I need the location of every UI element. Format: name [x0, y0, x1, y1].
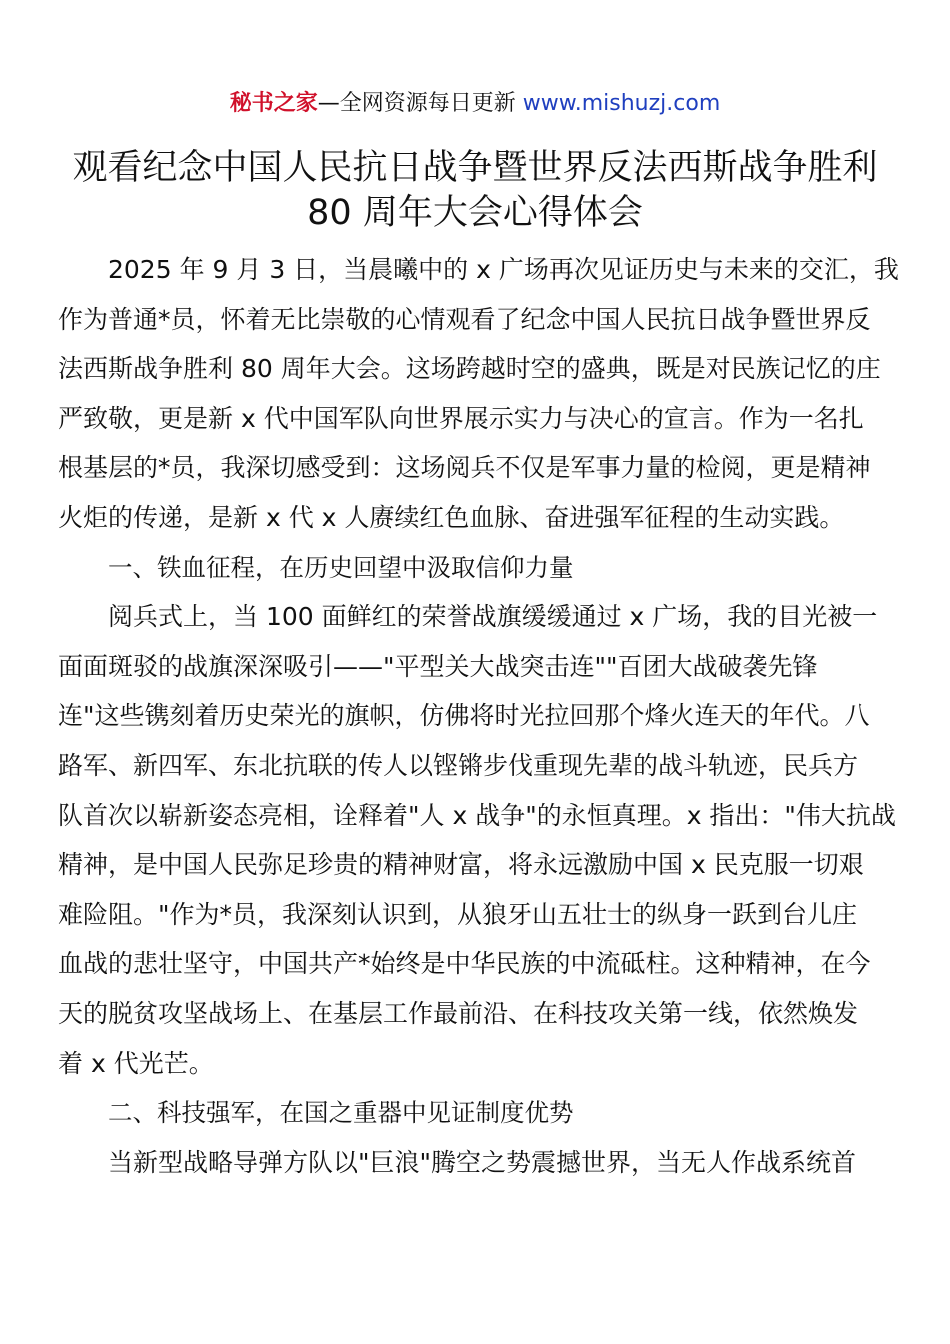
paragraph-section1-line: 队首次以崭新姿态亮相，诠释着"人 x 战争"的永恒真理。x 指出："伟大抗战 [58, 800, 896, 830]
paragraph-section1-line: 天的脱贫攻坚战场上、在基层工作最前沿、在科技攻关第一线，依然焕发 [58, 998, 859, 1028]
site-url[interactable]: www.mishuzj.com [522, 91, 721, 116]
paragraph-intro-line: 火炬的传递，是新 x 代 x 人赓续红色血脉、奋进强军征程的生动实践。 [58, 502, 845, 532]
paragraph-intro-line: 严致敬，更是新 x 代中国军队向世界展示实力与决心的宣言。作为一名扎 [58, 403, 864, 433]
paragraph-section1-line: 连"这些镌刻着历史荣光的旗帜，仿佛将时光拉回那个烽火连天的年代。八 [58, 701, 870, 731]
section-heading-1: 一、铁血征程，在历史回望中汲取信仰力量 [108, 552, 574, 582]
paragraph-section1-line: 血战的悲壮坚守，中国共产*始终是中华民族的中流砥柱。这种精神，在今 [58, 949, 871, 979]
paragraph-intro-line: 法西斯战争胜利 80 周年大会。这场跨越时空的盛典，既是对民族记忆的庄 [58, 354, 881, 384]
site-header [0, 88, 950, 120]
title-line-1: 观看纪念中国人民抗日战争暨世界反法西斯战争胜利 [72, 148, 878, 188]
paragraph-section1-line: 精神，是中国人民弥足珍贵的精神财富，将永远激励中国 x 民克服一切艰 [58, 850, 864, 880]
paragraph-section1-line: 面面斑驳的战旗深深吸引——"平型关大战突击连""百团大战破袭先锋 [58, 651, 818, 681]
paragraph-section1-line: 路军、新四军、东北抗联的传人以铿锵步伐重现先辈的战斗轨迹，民兵方 [58, 750, 859, 780]
title-line-2: 80 周年大会心得体会 [307, 193, 643, 233]
paragraph-intro-line: 2025 年 9 月 3 日，当晨曦中的 x 广场再次见证历史与未来的交汇，我 [108, 255, 899, 284]
site-tagline: —全网资源每日更新 [317, 91, 523, 116]
paragraph-section1-line: 着 x 代光芒。 [58, 1048, 214, 1078]
paragraph-section1-line: 阅兵式上，当 100 面鲜红的荣誉战旗缓缓通过 x 广场，我的目光被一 [108, 602, 878, 632]
paragraph-intro-line: 根基层的*员，我深切感受到：这场阅兵不仅是军事力量的检阅，更是精神 [58, 453, 871, 483]
site-brand: 秘书之家 [229, 91, 318, 116]
document-title [40, 146, 910, 236]
document-body [58, 245, 898, 1187]
paragraph-section1-line: 难险阻。"作为*员，我深刻认识到，从狼牙山五壮士的纵身一跃到台儿庄 [58, 899, 858, 929]
section-heading-2: 二、科技强军，在国之重器中见证制度优势 [108, 1098, 574, 1128]
paragraph-intro-line: 作为普通*员，怀着无比崇敬的心情观看了纪念中国人民抗日战争暨世界反 [58, 304, 871, 334]
paragraph-section2-line: 当新型战略导弹方队以"巨浪"腾空之势震撼世界，当无人作战系统首 [108, 1147, 857, 1177]
